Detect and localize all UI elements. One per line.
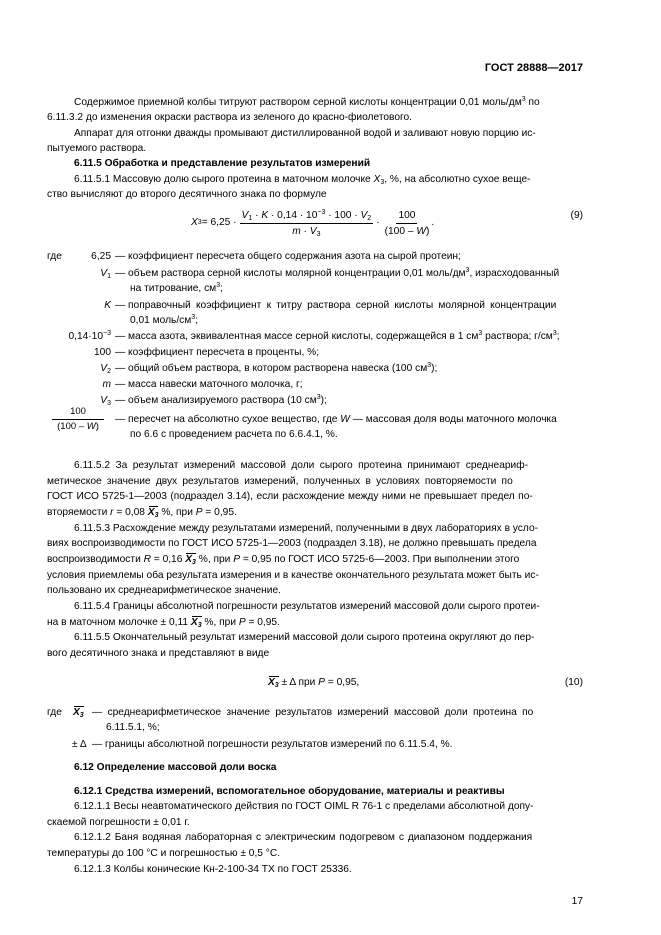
legend-label-v3: $V_3$ [100, 395, 111, 407]
mean-x3-symbol: $X_3$ [73, 707, 84, 719]
section-heading-6-12: 6.12 Определение массовой доли воска [74, 762, 277, 773]
legend-label-100: 100 [94, 347, 111, 358]
legend-label-k: K [104, 300, 111, 311]
legend-text-0-14: — масса азота, эквивалентная массе серной кислоты, содержащейся в 1 $см^3$ раствора; $г/см^3$; [115, 330, 560, 342]
paragraph-apparatus-line2: пытуемого раствора. [47, 143, 147, 154]
paragraph-6-11-5-5-line2: вого десятичного знака и представляют в виде [47, 648, 270, 659]
legend-text-mean-x3-line2: 6.11.5.1, %; [106, 722, 160, 733]
paragraph-6-11-5-3-line2: виях воспроизводимости по ГОСТ ИСО 5725-1—2003 (подраздел 3.18), не должно превышать предела [47, 538, 537, 549]
paragraph-6-11-5-2-line4: вторяемости r = 0,08 $X_3$ %, при P = 0,95. [47, 507, 237, 519]
legend-text-v1-line2: на титрование, $см^3$; [130, 282, 223, 294]
paragraph-6-12-1-1-line2: скаемой погрешности ± 0,01 г. [47, 817, 190, 828]
paragraph-6-11-5-2-line1: 6.11.5.2 За результат измерений массовой доли сырого протеина принимают среднеариф- [74, 460, 528, 471]
paragraph-6-11-5-3-line4: условия приемлемы оба результата измерения и в качестве окончательного результата может быть ис- [47, 570, 539, 581]
paragraph-6-11-5-3-line3: воспроизводимости R = 0,16 $X_3$ %, при P = 0,95 по ГОСТ ИСО 5725-6—2003. При выполнении этого [47, 554, 520, 566]
paragraph-apparatus-line1: Аппарат для отгонки дважды промывают дистиллированной водой и заливают новую порцию ис- [74, 128, 536, 139]
legend-label-v1: $V_1$ [100, 268, 111, 280]
section-heading-6-11-5: 6.11.5 Обработка и представление результатов измерений [74, 158, 371, 169]
paragraph-6-12-1-1-line1: 6.12.1.1 Весы неавтоматического действия по ГОСТ OIML R 76-1 с пределами абсолютной допу- [74, 801, 534, 812]
formula-9: X 3 = 6,25 · $\frac{V_1 \cdot K \cdot 0,14 \cdot 10^{-3} \cdot 100 \cdot V_2}{m \cdot V_3}$ · $\frac{100}{(100 - W)}$ . [191, 208, 435, 238]
legend-label-6-25: 6,25 [91, 251, 111, 262]
page-number: 17 [571, 896, 583, 907]
where-label-2: где [47, 707, 62, 718]
paragraph-6-11-5-1-line1: 6.11.5.1 Массовую долю сырого протеина в маточном молочке $X_3$, %, на абсолютно сухое веще- [74, 174, 531, 186]
legend-text-k-line1: — поправочный коэффициент к титру раствора серной кислоты молярной концентрации [115, 300, 557, 311]
mean-x3-symbol: $X_3$ [190, 617, 202, 629]
legend-text-6-25: — коэффициент пересчета общего содержания азота на сырой протеин; [115, 251, 461, 262]
legend-text-mean-x3-line1: — среднеарифметическое значение результатов измерений массовой доли протеина по [92, 707, 534, 718]
paragraph-6-12-1-2-line1: 6.12.1.2 Баня водяная лабораторная с электрическим подогревом с диапазоном поддержания [74, 832, 533, 843]
formula-9-fraction-2: $\frac{100}{(100 - W)}$ [384, 209, 430, 237]
legend-text-dry-line1: — пересчет на абсолютно сухое вещество, где W — массовая доля воды маточного молочка [115, 414, 557, 425]
mean-x3-symbol: $X_3$ [185, 554, 196, 566]
legend-label-delta: ± Δ [72, 739, 87, 750]
legend-label-m: m [102, 379, 111, 390]
legend-text-m: — масса навески маточного молочка, г; [115, 379, 303, 390]
paragraph-titration-line2: 6.11.3.2 до изменения окраски раствора из зеленого до красно-фиолетового. [47, 112, 412, 123]
formula-9-number: (9) [570, 210, 583, 221]
section-heading-6-12-1: 6.12.1 Средства измерений, вспомогательное оборудование, материалы и реактивы [74, 786, 505, 797]
paragraph-titration-line1: Содержимое приемной колбы титруют раствором серной кислоты концентрации 0,01 моль/$дм^3$ по [74, 96, 540, 108]
legend-label-dry-fraction: 100 (100 – W) [44, 405, 112, 433]
paragraph-6-11-5-4-line2: на в маточном молочке ± 0,11 $X_3$ %, при P = 0,95. [47, 617, 280, 629]
mean-x3-symbol: $X_3$ [147, 507, 159, 519]
legend-label-0-14: $0,14\cdot 10^{-3}$ [68, 330, 111, 342]
paragraph-6-12-1-2-line2: температуры до 100 °С и погрешностью ± 0,5 °С. [47, 848, 281, 859]
paragraph-6-11-5-3-line5: пользовано их среднеарифметическое значение. [47, 585, 281, 596]
legend-text-dry-line2: по 6.6 с проведением расчета по 6.6.4.1, %. [130, 429, 338, 440]
legend-text-v3: — объем анализируемого раствора (10 $см^3$); [115, 394, 327, 406]
paragraph-6-11-5-4-line1: 6.11.5.4 Границы абсолютной погрешности результатов измерений массовой доли сырого протеи- [74, 601, 540, 612]
legend-text-v1-line1: — объем раствора серной кислоты молярной концентрации 0,01 моль/$дм^3$, израсходованный [115, 267, 560, 279]
legend-text-k-line2: 0,01 моль/$см^3$; [130, 314, 199, 326]
paragraph-6-11-5-3-line1: 6.11.5.3 Расхождение между результатами измерений, полученными в двух лабораториях в усло- [74, 523, 538, 534]
where-label: где [47, 251, 62, 262]
paragraph-6-12-1-3: 6.12.1.3 Колбы конические Кн-2-100-34 ТХ по ГОСТ 25336. [74, 864, 352, 875]
legend-label-v2: $V_2$ [100, 363, 111, 375]
paragraph-6-11-5-2-line3: ГОСТ ИСО 5725-1—2003 (подраздел 3.14), если расхождение между ними не превышает предел по- [47, 491, 533, 502]
legend-text-delta: — границы абсолютной погрешности результатов измерений по 6.11.5.4, %. [92, 739, 453, 750]
formula-9-fraction-1: $\frac{V_1 \cdot K \cdot 0,14 \cdot 10^{-3} \cdot 100 \cdot V_2}{m \cdot V_3}$ [241, 208, 372, 238]
paragraph-6-11-5-5-line1: 6.11.5.5 Окончательный результат измерений массовой доли сырого протеина округляют до пер- [74, 632, 535, 643]
paragraph-6-11-5-1-line2: ство вычисляют до второго десятичного знака по формуле [47, 189, 327, 200]
legend-label-mean-x3 [73, 705, 84, 721]
legend-text-100: — коэффициент пересчета в проценты, %; [115, 347, 320, 358]
document-id: ГОСТ 28888—2017 [484, 62, 583, 74]
formula-10: $X_3 \pm \Delta$ при P = 0,95, [268, 677, 360, 689]
legend-text-v2: — общий объем раствора, в котором растворена навеска (100 $см^3$); [115, 362, 438, 374]
paragraph-6-11-5-2-line2: метическое значение двух результатов измерений, полученных в условиях повторяемости по [47, 476, 513, 487]
formula-10-number: (10) [564, 677, 583, 688]
mean-x3-symbol: $X_3$ [268, 677, 279, 689]
